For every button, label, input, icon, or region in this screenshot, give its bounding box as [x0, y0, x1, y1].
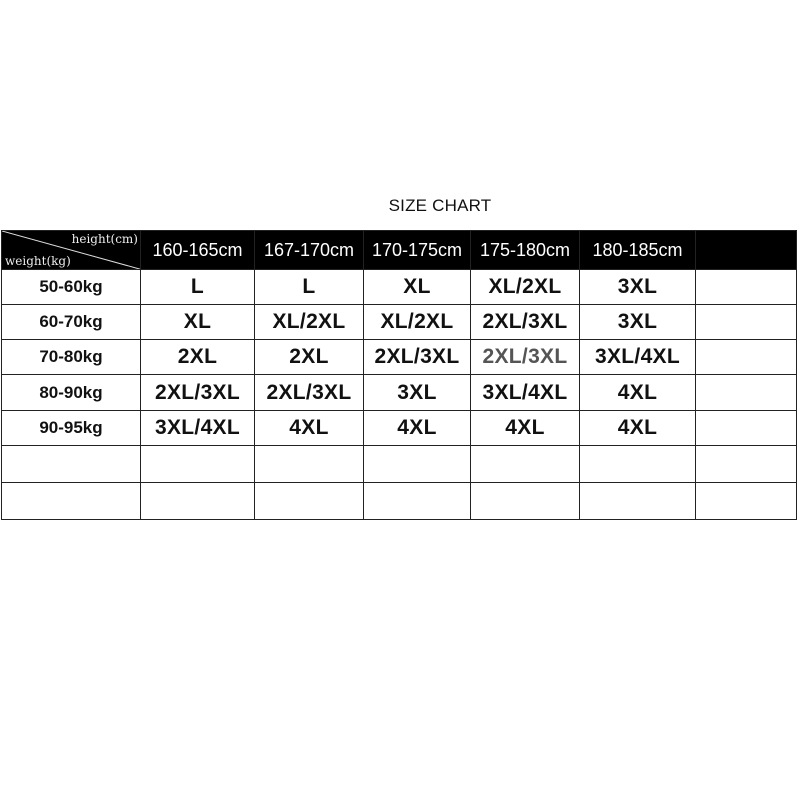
table-row — [2, 375, 797, 410]
blank-cell — [696, 270, 797, 305]
blank-cell — [471, 482, 580, 519]
size-cell: 4XL — [471, 410, 580, 445]
blank-cell — [580, 482, 696, 519]
size-cell: 4XL — [255, 410, 364, 445]
size-cell: 2XL/3XL — [364, 340, 471, 375]
height-header: 180-185cm — [580, 231, 696, 270]
height-header: 160-165cm — [141, 231, 255, 270]
height-header: 170-175cm — [364, 231, 471, 270]
size-cell: 3XL/4XL — [580, 340, 696, 375]
weight-cell: 80-90kg — [2, 375, 141, 410]
size-cell: 4XL — [580, 375, 696, 410]
table-row — [2, 410, 797, 445]
blank-cell — [364, 445, 471, 482]
table-row — [2, 305, 797, 340]
blank-cell — [580, 445, 696, 482]
height-header: 167-170cm — [255, 231, 364, 270]
size-chart-table — [1, 230, 797, 520]
height-axis-label: height(cm) — [71, 232, 138, 246]
blank-cell — [2, 482, 141, 519]
size-cell: 3XL — [580, 270, 696, 305]
blank-cell — [141, 445, 255, 482]
blank-cell — [696, 340, 797, 375]
chart-title: SIZE CHART — [388, 196, 492, 215]
blank-cell — [255, 482, 364, 519]
size-cell: XL — [364, 270, 471, 305]
size-cell: 2XL/3XL — [141, 375, 255, 410]
weight-cell: 50-60kg — [2, 270, 141, 305]
size-cell: XL/2XL — [471, 270, 580, 305]
blank-cell — [696, 482, 797, 519]
size-cell: 3XL/4XL — [471, 375, 580, 410]
header-row — [2, 231, 797, 270]
blank-cell — [696, 305, 797, 340]
empty-row — [2, 445, 797, 482]
table-row — [2, 340, 797, 375]
size-cell: 2XL/3XL — [471, 340, 580, 375]
corner-cell — [2, 231, 141, 270]
blank-cell — [2, 445, 141, 482]
table-row — [2, 270, 797, 305]
size-cell: 4XL — [364, 410, 471, 445]
size-cell: 2XL/3XL — [255, 375, 364, 410]
blank-header-cell — [696, 231, 797, 270]
size-cell: 2XL/3XL — [471, 305, 580, 340]
blank-cell — [696, 445, 797, 482]
empty-row — [2, 482, 797, 519]
weight-cell: 60-70kg — [2, 305, 141, 340]
blank-cell — [141, 482, 255, 519]
size-cell: XL — [141, 305, 255, 340]
weight-cell: 90-95kg — [2, 410, 141, 445]
size-cell: 3XL — [580, 305, 696, 340]
weight-cell: 70-80kg — [2, 340, 141, 375]
blank-cell — [471, 445, 580, 482]
size-cell: XL/2XL — [255, 305, 364, 340]
size-cell: XL/2XL — [364, 305, 471, 340]
size-cell: L — [141, 270, 255, 305]
size-cell: 2XL — [141, 340, 255, 375]
blank-cell — [364, 482, 471, 519]
size-cell: 3XL — [364, 375, 471, 410]
size-cell: 4XL — [580, 410, 696, 445]
blank-cell — [696, 375, 797, 410]
size-cell: 3XL/4XL — [141, 410, 255, 445]
weight-axis-label: weight(kg) — [5, 254, 71, 269]
size-cell: L — [255, 270, 364, 305]
height-header: 175-180cm — [471, 231, 580, 270]
size-cell: 2XL — [255, 340, 364, 375]
blank-cell — [255, 445, 364, 482]
blank-cell — [696, 410, 797, 445]
